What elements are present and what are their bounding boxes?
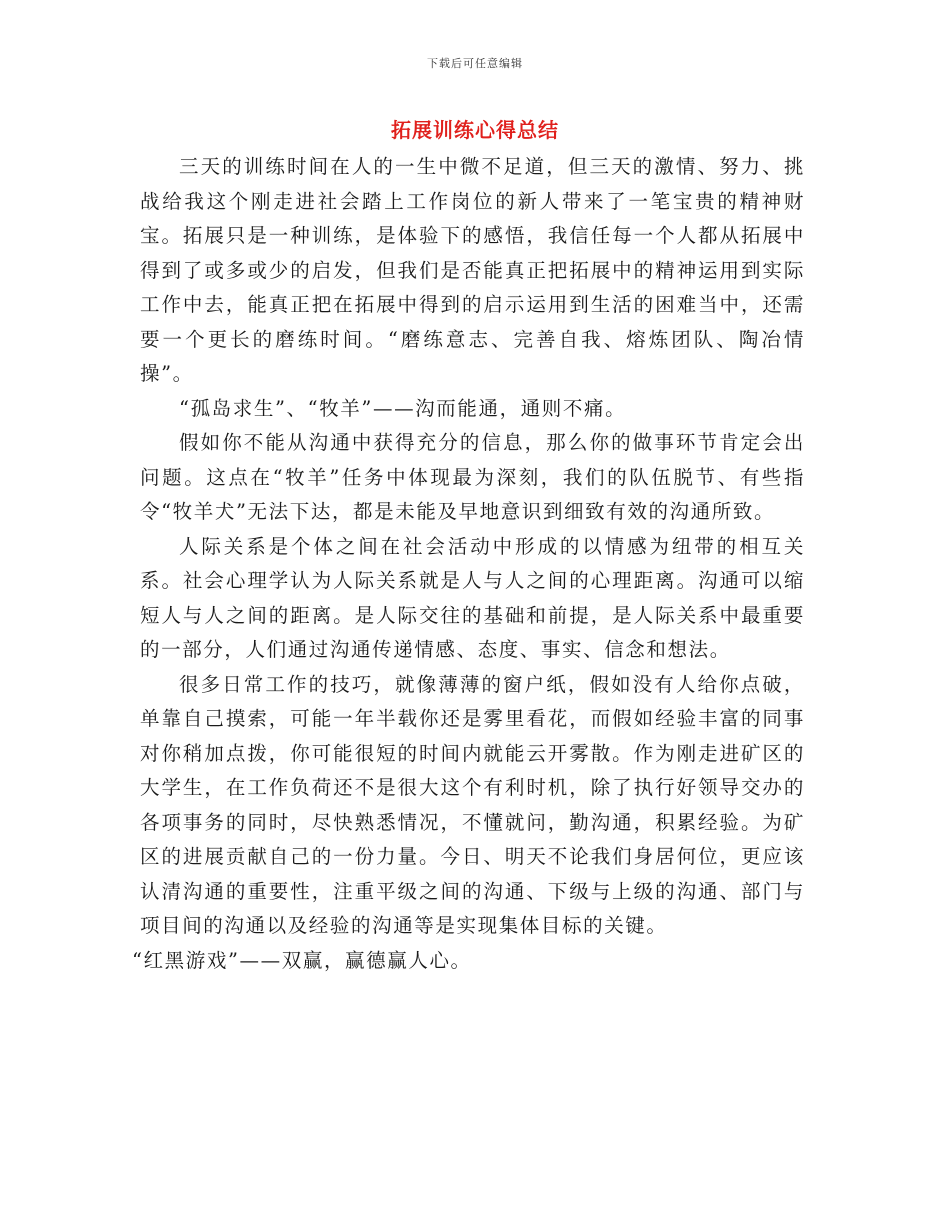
header-note: 下载后可任意编辑 <box>427 57 523 70</box>
paragraph-intro: 三天的训练时间在人的一生中微不足道，但三天的激情、努力、挑战给我这个刚走进社会踏上工作岗位的新人带来了一笔宝贵的精神财宝。拓展只是一种训练，是体验下的感悟，我信任每一个人都从拓展中得到了或多或少的启发，但我们是否能真正把拓展中的精神运用到实际工作中去，能真正把在拓展中得到的启示运用到生活的困难当中，还需要一个更长的磨练时间。“磨练意志、完善自我、熔炼团队、陶冶情操”。 <box>140 155 805 385</box>
document-body <box>132 150 805 978</box>
paragraph-relationships: 人际关系是个体之间在社会活动中形成的以情感为纽带的相互关系。社会心理学认为人际关系就是人与人之间的心理距离。沟通可以缩短人与人之间的距离。是人际交往的基础和前提，是人际关系中最重要的一部分，人们通过沟通传递情感、态度、事实、信念和想法。 <box>140 534 805 661</box>
paragraph-work-skills: 很多日常工作的技巧，就像薄薄的窗户纸，假如没有人给你点破，单靠自己摸索，可能一年半载你还是雾里看花，而假如经验丰富的同事对你稍加点拨，你可能很短的时间内就能云开雾散。作为刚走进矿区的大学生，在工作负荷还不是很大这个有利时机，除了执行好领导交办的各项事务的同时，尽快熟悉情况，不懂就问，勤沟通，积累经验。为矿区的进展贡献自己的一份力量。今日、明天不论我们身居何位，更应该认清沟通的重要性，注重平级之间的沟通、下级与上级的沟通、部门与项目间的沟通以及经验的沟通等是实现集体目标的关键。 <box>140 672 805 937</box>
paragraph-section-heading-2: “红黑游戏”——双赢，赢德赢人心。 <box>132 948 472 972</box>
paragraph-section-heading-1: “孤岛求生”、“牧羊”——沟而能通，通则不痛。 <box>179 396 627 420</box>
paragraph-communication: 假如你不能从沟通中获得充分的信息，那么你的做事环节肯定会出问题。这点在“牧羊”任务中体现最为深刻，我们的队伍脱节、有些指令“牧羊犬”无法下达，都是未能及早地意识到细致有效的沟通所致。 <box>140 431 805 523</box>
document-title: 拓展训练心得总结 <box>391 118 559 142</box>
